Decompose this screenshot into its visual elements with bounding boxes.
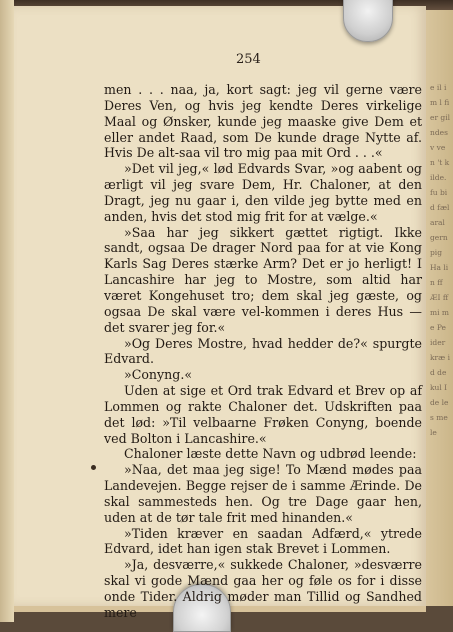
page-text-body	[104, 82, 422, 621]
paragraph: »Conyng.«	[124, 367, 193, 383]
paragraph: »Og Deres Mostre, hvad hedder de?« spurgte Edvard.	[104, 335, 422, 367]
page-number: 254	[236, 52, 261, 67]
paragraph: »Det vil jeg,« lød Edvards Svar, »og aabent og ærligt vil jeg svare Dem, Hr. Chaloner, at den Dragt, jeg nu gaar i, den vilde jeg bytte med en anden, hvis det stod mig frit for at vælge.«	[104, 161, 422, 224]
margin-dot-mark	[91, 465, 96, 470]
facing-page-edge	[426, 10, 453, 606]
paragraph: »Naa, det maa jeg sige! To Mænd mødes paa Landevejen. Begge rejser de i samme Ærinde. De skal sammesteds hen. Og tre Dage gaar hen, uden at de tør tale frit med hinanden.«	[104, 462, 422, 525]
facing-page-bleed-text: e il im l fi er gil ndes v ven 't kilde. fu bid fæl aral gern pig Ha lin ff ÆI ffmi me Pe ider kræ id de kul Ide le s me le	[430, 83, 451, 437]
book-left-edge	[0, 0, 14, 622]
paragraph: Uden at sige et Ord trak Edvard et Brev op af Lommen og rakte Chaloner det. Udskriften paa det lød: »Til velbaarne Frøken Conyng, boende ved Bolton i Lancashire.«	[104, 383, 422, 446]
paragraph: »Tiden kræver en saadan Adfærd,« ytrede Edvard, idet han igen stak Brevet i Lommen.	[104, 525, 422, 557]
paragraph: »Ja, desværre,« sukkede Chaloner, »desværre skal vi gode Mænd gaa her og føle os for i disse onde Tider. Aldrig møder man Tillid og Sandhed mere	[104, 557, 422, 620]
paragraph: Chaloner læste dette Navn og udbrød leende:	[124, 446, 417, 462]
paragraph: »Saa har jeg sikkert gættet rigtigt. Ikke sandt, ogsaa De drager Nord paa for at vie Kong Karls Sag Deres stærke Arm? Det er jo herligt! I Lancashire har jeg to Mostre, som altid har været Kongehuset tro; dem skal jeg gæste, og ogsaa De skal være vel-kommen i deres Hus — det svarer jeg for.«	[104, 224, 422, 335]
paragraph: men . . . naa, ja, kort sagt: jeg vil gerne være Deres Ven, og hvis jeg kendte Deres virkelige Maal og Ønsker, kunde jeg maaske give Dem et eller andet Raad, som De kunde drage Nytte af. Hvis De alt-saa vil tro mig paa mit Ord . . .«	[104, 82, 422, 161]
